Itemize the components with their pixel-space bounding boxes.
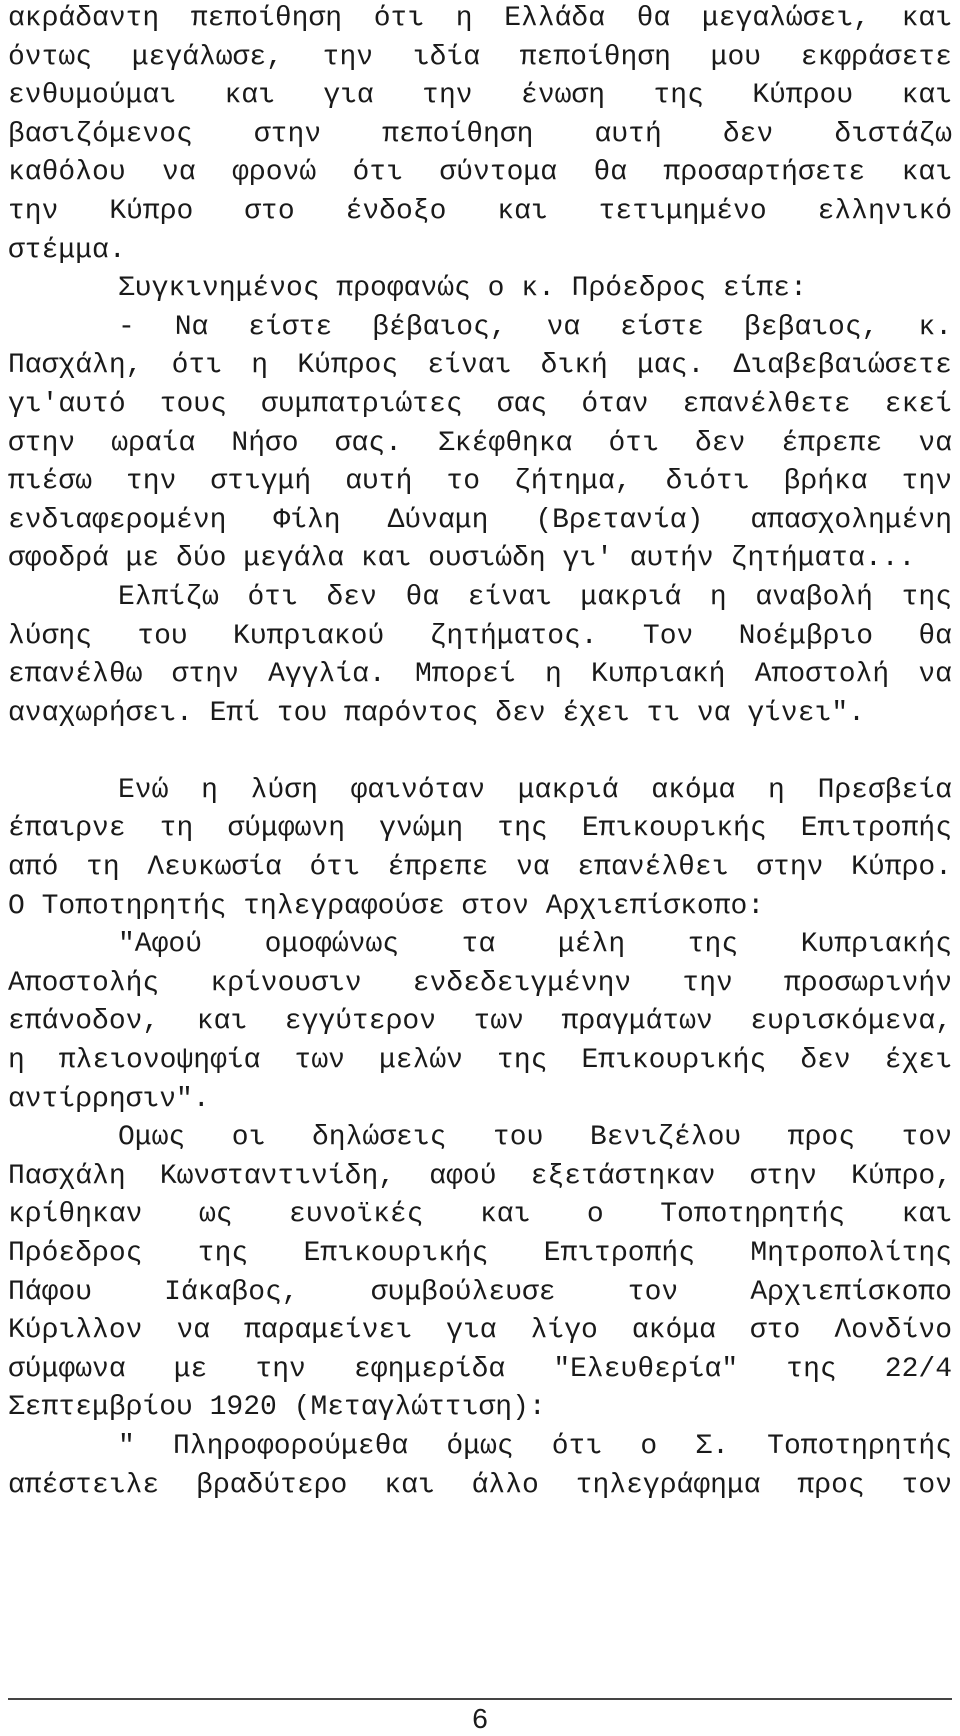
text-line: από τη Λευκωσία ότι έπρεπε να επανέλθει στην Κύπρο. [8, 852, 952, 884]
body-text [8, 0, 952, 1505]
text-line: αντίρρησιν". [8, 1083, 210, 1115]
text-line: Σεπτεμβρίου 1920 (Μεταγλώττιση): [8, 1392, 546, 1424]
text-line: - Να είστε βέβαιος, να είστε βεβαιος, κ. [118, 311, 952, 343]
blank-line [8, 733, 952, 772]
page-number: 6 [472, 1703, 488, 1734]
text-line: βασιζόμενος στην πεποίθηση αυτή δεν διστάζω [8, 118, 952, 150]
text-line: στην ωραία Νήσο σας. Σκέφθηκα ότι δεν έπρεπε να [8, 427, 952, 459]
text-line: ενδιαφερομένη Φίλη Δύναμη (Βρετανία) απασχολημένη [8, 504, 952, 536]
text-line: την Κύπρο στο ένδοξο και τετιμημένο ελληνικό [8, 195, 952, 227]
text-line: απέστειλε βραδύτερο και άλλο τηλεγράφημα προς τον [8, 1469, 952, 1501]
text-line: Πασχάλη, ότι η Κύπρος είναι δική μας. Διαβεβαιώσετε [8, 350, 952, 382]
text-line: "Αφού ομοφώνως τα μέλη της Κυπριακής [118, 929, 952, 961]
text-line: ενθυμούμαι και για την ένωση της Κύπρου και [8, 80, 952, 112]
footer-divider [8, 1698, 952, 1700]
text-line: γι'αυτό τους συμπατριώτες σας όταν επανέλθετε εκεί [8, 388, 952, 420]
text-line: Ενώ η λύση φαινόταν μακριά ακόμα η Πρεσβεία [118, 774, 952, 806]
text-line: κρίθηκαν ως ευνοϊκές και ο Τοποτηρητής και [8, 1199, 952, 1231]
text-line: ακράδαντη πεποίθηση ότι η Ελλάδα θα μεγαλώσει, και [8, 3, 952, 34]
text-line: Πρόεδρος της Επικουρικής Επιτροπής Μητροπολίτης [8, 1238, 952, 1269]
text-line: αναχωρήσει. Επί του παρόντος δεν έχει τι να γίνει". [8, 697, 865, 729]
text-line: έπαιρνε τη σύμφωνη γνώμη της Επικουρικής Επιτροπής [8, 813, 952, 845]
text-line: στέμμα. [8, 234, 126, 266]
text-line: Πασχάλη Κωνσταντινίδη, αφού εξετάστηκαν στην Κύπρο, [8, 1160, 952, 1192]
text-line: Πάφου Ιάκαβος, συμβούλευσε τον Αρχιεπίσκοπο [8, 1276, 952, 1308]
text-line: η πλειονοψηφία των μελών της Επικουρικής δεν έχει [8, 1045, 952, 1077]
text-line: Ομως οι δηλώσεις του Βενιζέλου προς τον [118, 1122, 952, 1154]
text-line: Ο Τοποτηρητής τηλεγραφούσε στον Αρχιεπίσκοπο: [8, 890, 765, 922]
text-line: Αποστολής κρίνουσιν ενδεδειγμένην την προσωρινήν [8, 967, 952, 999]
text-line: επάνοδον, και εγγύτερον των πραγμάτων ευρισκόμενα, [8, 1006, 952, 1038]
text-line: καθόλου να φρονώ ότι σύντομα θα προσαρτήσετε και [8, 157, 952, 189]
text-line: Ελπίζω ότι δεν θα είναι μακριά η αναβολή της [118, 581, 952, 613]
text-line: σφοδρά με δύο μεγάλα και ουσιώδη γι' αυτήν ζητήματα... [8, 543, 916, 575]
text-line: " Πληροφορούμεθα όμως ότι ο Σ. Τοποτηρητής [118, 1430, 952, 1462]
text-line: λύσης του Κυπριακού ζητήματος. Τον Νοέμβριο θα [8, 620, 952, 652]
text-line: όντως μεγάλωσε, την ιδία πεποίθηση μου εκφράσετε [8, 41, 952, 73]
text-line: πιέσω την στιγμή αυτή το ζήτημα, διότι βρήκα την [8, 466, 952, 498]
text-line: σύμφωνα με την εφημερίδα "Ελευθερία" της 22/4 [8, 1353, 952, 1385]
text-line: Κύριλλον να παραμείνει για λίγο ακόμα στο Λονδίνο [8, 1315, 952, 1347]
text-line: επανέλθω στην Αγγλία. Μπορεί η Κυπριακή Αποστολή να [8, 659, 952, 691]
text-line: Συγκινημένος προφανώς ο κ. Πρόεδρος είπε: [118, 273, 807, 305]
